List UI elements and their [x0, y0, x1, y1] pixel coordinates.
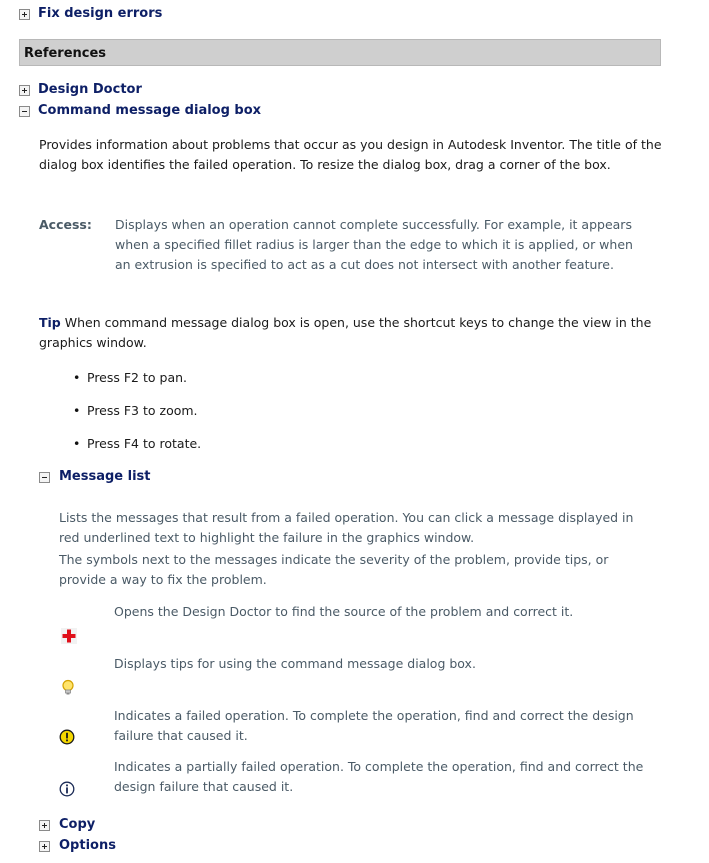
warning-icon: [59, 729, 75, 745]
expand-options-icon[interactable]: [39, 841, 50, 852]
collapse-command-message-icon[interactable]: [19, 106, 30, 117]
tip-text: When command message dialog box is open, use the shortcut keys to change the view in the graphics window.: [39, 315, 652, 350]
message-list-link[interactable]: Message list: [59, 469, 151, 484]
access-label: Access:: [39, 217, 92, 232]
design-doctor-link[interactable]: Design Doctor: [38, 82, 142, 97]
bullet-item: • Press F3 to zoom.: [87, 403, 198, 418]
expand-design-doctor-icon[interactable]: [19, 85, 30, 96]
references-header: [19, 39, 661, 66]
message-list-desc1: Lists the messages that result from a failed operation. You can click a message displayed in red underlined text to highlight the failure in the graphics window.: [59, 510, 634, 545]
bullet-item: • Press F4 to rotate.: [87, 436, 201, 451]
tip-paragraph: [39, 313, 669, 353]
command-message-dialog-box-link[interactable]: Command message dialog box: [38, 103, 262, 118]
expand-fix-design-errors-icon[interactable]: [19, 9, 30, 20]
options-link[interactable]: Options: [59, 838, 116, 853]
message-list-desc2: The symbols next to the messages indicate the severity of the problem, provide tips, or provide a way to fix the problem.: [59, 552, 609, 587]
intro-paragraph: Provides information about problems that occur as you design in Autodesk Inventor. The title of the dialog box identifies the failed operation. To resize the dialog box, drag a corner of the box.: [39, 137, 662, 172]
copy-link[interactable]: Copy: [59, 817, 96, 832]
collapse-message-list-icon[interactable]: [39, 472, 50, 483]
red-plus-icon[interactable]: [61, 628, 77, 644]
references-title: References: [24, 46, 107, 61]
lightbulb-icon: [60, 679, 76, 695]
fix-design-errors-link[interactable]: Fix design errors: [38, 6, 163, 21]
bullet-item: • Press F2 to pan.: [87, 370, 187, 385]
message-item-text: Indicates a partially failed operation. To complete the operation, find and correct the design failure that caused it.: [114, 759, 644, 794]
tip-label: Tip: [39, 315, 61, 330]
access-text: Displays when an operation cannot complete successfully. For example, it appears when a specified fillet radius is larger than the edge to which it is applied, or when an extrusion is specified to act as a cut does not intersect with another feature.: [115, 217, 633, 272]
message-item-text: Indicates a failed operation. To complete the operation, find and correct the design failure that caused it.: [114, 708, 634, 743]
expand-copy-icon[interactable]: [39, 820, 50, 831]
message-item-text: Opens the Design Doctor to find the source of the problem and correct it.: [114, 604, 574, 619]
message-item-text: Displays tips for using the command message dialog box.: [114, 656, 476, 671]
info-icon: [59, 781, 75, 797]
